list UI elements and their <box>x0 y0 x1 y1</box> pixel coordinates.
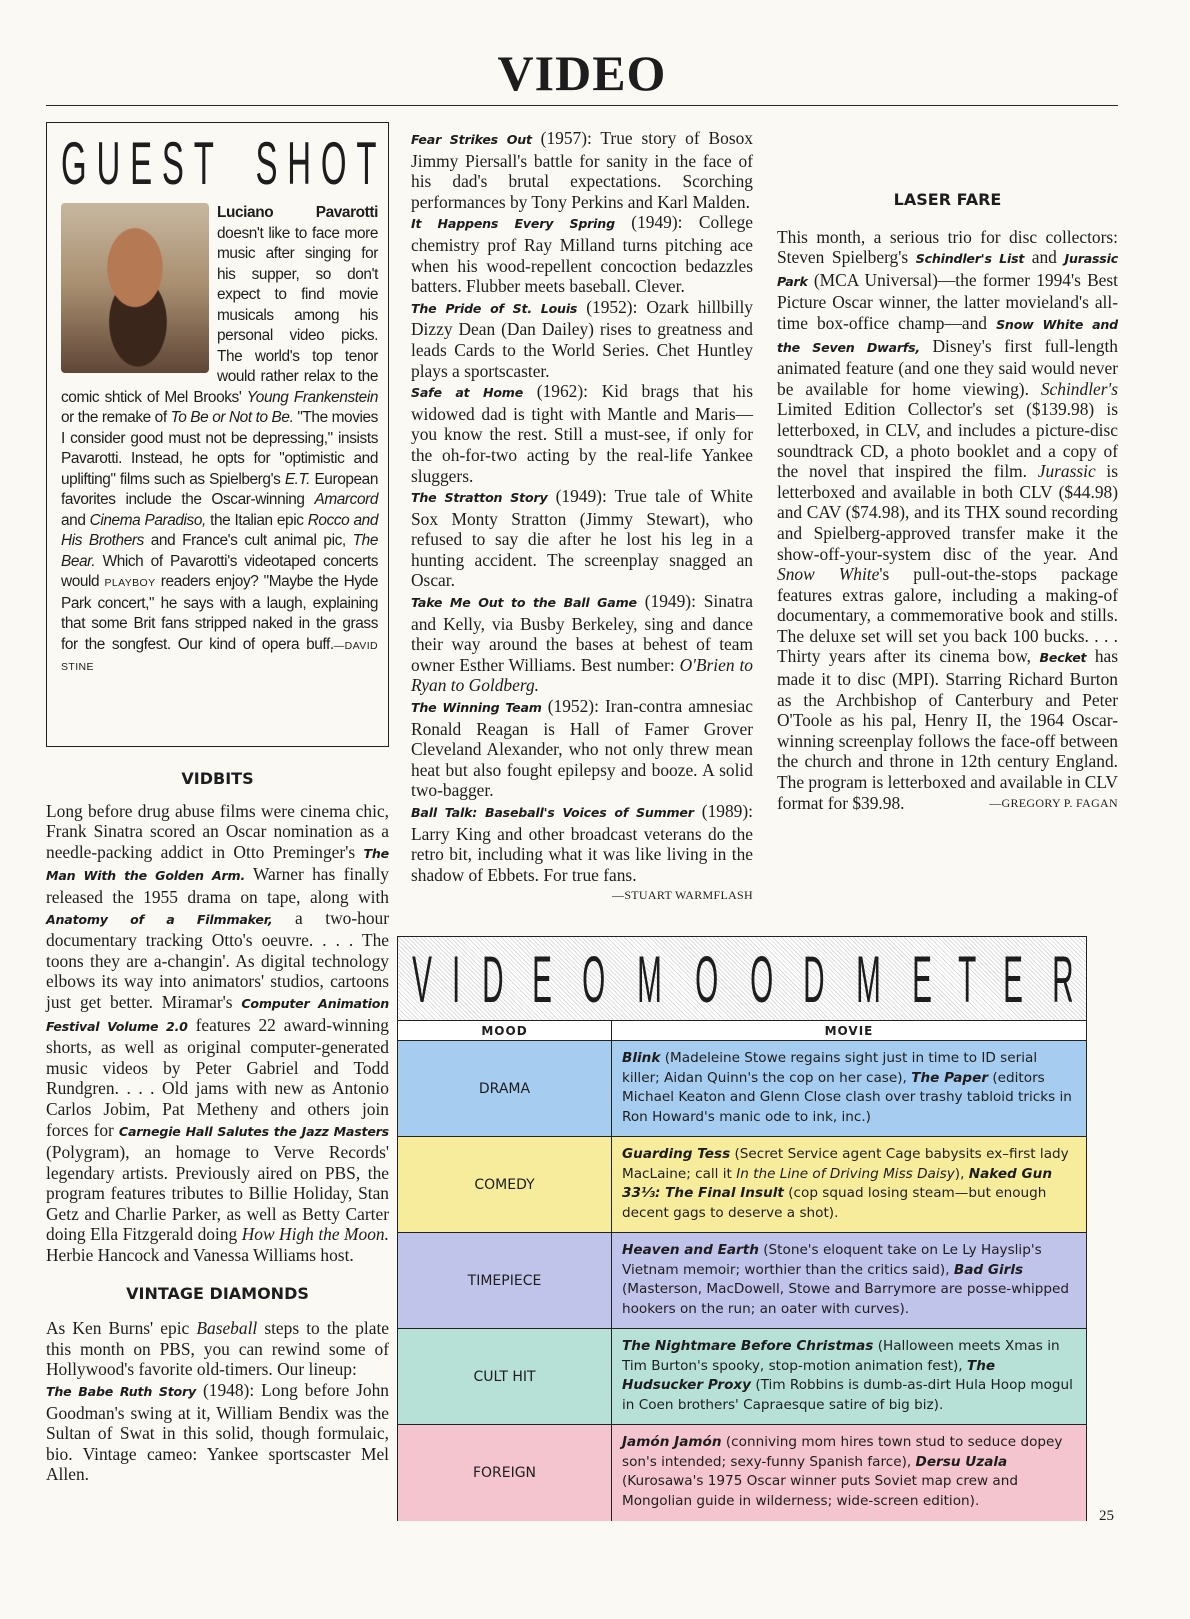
vintage-entry: Fear Strikes Out (1957): True story of Bosox Jimmy Piersall's battle for sanity in the face of his dad's brutal expectations. Scorching performances by Tony Perkins and Karl Malden. <box>411 128 753 212</box>
vintage-heading: VINTAGE DIAMONDS <box>126 1283 309 1303</box>
guest-shot-box <box>46 122 389 747</box>
mood-meter-title: V I D E O M O O D M E T E R <box>398 937 1086 1021</box>
mood-row <box>398 1137 1086 1233</box>
mood-meter-header <box>398 1021 1086 1041</box>
mood-movies: Blink (Madeleine Stowe regains sight just in time to ID serial killer; Aidan Quinn's the cop on her case), The Paper (editors Michael Keaton and Glenn Close clash over trashy tabloid tricks in Ron Howard's manic ode to ink, inc.) <box>622 1050 1072 1125</box>
mood-row <box>398 1233 1086 1329</box>
mood-movies: Heaven and Earth (Stone's eloquent take on Le Ly Hayslip's Vietnam memoir; worthier than the critics said), Bad Girls (Masterson, MacDowell, Stowe and Barrymore are posse-whipped hookers on the run; an oater with curves). <box>622 1242 1069 1317</box>
vintage-entry: The Babe Ruth Story (1948): Long before John Goodman's swing at it, William Bendix was the Sultan of Swat in this solid, though formulaic, bio. Vintage cameo: Yankee sportscaster Mel Allen. <box>46 1380 389 1485</box>
vidbits-text: Long before drug abuse films were cinema chic, Frank Sinatra scored an Oscar nomination as a needle-packing addict in Otto Preminger's The Man With the Golden Arm. Warner has finally released the 1955 drama on tape, along with Anatomy of a Filmmaker, a two-hour documentary tracking Otto's oeuvre. . . . The toons they are a-changin'. As digital technology elbows its way into animators' studios, cartoons just get better. Miramar's Computer Animation Festival Volume 2.0 features 22 award-winning shorts, as well as original computer-generated music videos by Peter Gabriel and Todd Rundgren. . . . Old jams with new as Antonio Carlos Jobim, Pat Metheny and others join forces for Carnegie Hall Salutes the Jazz Masters (Polygram), an homage to Verve Records' legendary artists. Previously aired on PBS, the program features tributes to Billie Holiday, Stan Getz and Charlie Parker, as well as Betty Carter doing Ella Fitzgerald doing How High the Moon. Herbie Hancock and Vanessa Williams host. <box>46 800 390 1266</box>
vintage-intro: As Ken Burns' epic Baseball steps to the plate this month on PBS, you can rewind some of Hollywood's favorite old-timers. Our lineup: <box>46 1318 389 1380</box>
pavarotti-portrait <box>61 203 209 373</box>
mood-label: DRAMA <box>398 1041 612 1136</box>
vintage-entry: Safe at Home (1962): Kid brags that his widowed dad is tight with Mantle and Maris—you know the rest. Still a must-see, if only for the oh-for-two acting by the real-life Yankee sluggers. <box>411 381 753 486</box>
column-3 <box>777 190 1118 813</box>
mood-label: TIMEPIECE <box>398 1233 612 1328</box>
video-mood-meter <box>397 936 1087 1521</box>
laser-heading: LASER FARE <box>893 190 1002 209</box>
mood-row <box>398 1041 1086 1137</box>
column-2 <box>411 128 753 906</box>
masthead <box>46 40 1118 106</box>
guest-shot-byline: —DAVID STINE <box>61 639 378 673</box>
column-header-mood: MOOD <box>398 1021 612 1040</box>
vintage-entry: The Pride of St. Louis (1952): Ozark hillbilly Dizzy Dean (Dan Dailey) rises to greatness and leads Cards to the World Series. Chet Huntley plays a sportscaster. <box>411 296 753 381</box>
mood-movies: Guarding Tess (Secret Service agent Cage babysits ex–first lady MacLaine; call it In the Line of Driving Miss Daisy), Naked Gun 33⅓: The Final Insult (cop squad losing steam—but enough decent gags to deserve a shot). <box>622 1146 1069 1221</box>
mood-movies: Jamón Jamón (conniving mom hires town stud to seduce dopey son's intended; sexy-funny Spanish farce), Dersu Uzala (Kurosawa's 1975 Oscar winner puts Soviet map crew and Mongolian guide in wilderness; wide-screen edition). <box>622 1434 1063 1509</box>
guest-shot-title: G U E S T S H O T <box>61 130 377 197</box>
column-header-movie: MOVIE <box>824 1024 874 1038</box>
mood-row <box>398 1425 1086 1521</box>
mood-label: CULT HIT <box>398 1329 612 1424</box>
column-1 <box>46 122 389 1485</box>
page-number: 25 <box>1099 1508 1114 1524</box>
vintage-entry: The Winning Team (1952): Iran-contra amnesiac Ronald Reagan is Hall of Famer Grover Cleveland Alexander, who not only threw mean heat but also fought epilepsy and booze. A solid two-bagger. <box>411 696 753 801</box>
vintage-entry: The Stratton Story (1949): True tale of White Sox Monty Stratton (Jimmy Stewart), who refused to say die after he lost his leg in a hunting accident. The screenplay snagged an Oscar. <box>411 486 753 591</box>
mood-label: COMEDY <box>398 1137 612 1232</box>
mood-label: FOREIGN <box>398 1425 612 1521</box>
section-title: VIDEO <box>497 45 667 101</box>
vidbits-heading: VIDBITS <box>181 769 254 788</box>
vintage-byline: —STUART WARMFLASH <box>612 888 753 903</box>
laser-text: This month, a serious trio for disc collectors: Steven Spielberg's Schindler's List and Jurassic Park (MCA Universal)—the former 1994's Best Picture Oscar winner, the latter movieland's all-time box-office champ—and Snow White and the Seven Dwarfs, Disney's first full-length animated feature (and one they said would never be available for home viewing). Schindler's Limited Edition Collector's set ($139.98) is letterboxed, in CLV, and includes a picture-disc soundtrack CD, a photo booklet and a copy of the novel that inspired the film. Jurassic is letterboxed and available in both CLV ($44.98) and CAV ($74.98), and its THX sound recording and Spielberg-approved transfer make it the show-off-your-system disc of the year. And Snow White's pull-out-the-stops package features extras galore, including a making-of documentary, a commemorative book and stills. The deluxe set will set you back 100 bucks. . . . Thirty years after its cinema bow, Becket has made it to disc (MPI). Starring Richard Burton as the Archbishop of Canterbury and Peter O'Toole as his pal, Henry II, the 1964 Oscar-winning screenplay follows the face-off between the church and throne in 12th century England. The program is letterboxed and available in CLV format for $39.98. —GREGORY P. FAGAN <box>777 226 1118 813</box>
vintage-entry: Take Me Out to the Ball Game (1949): Sinatra and Kelly, via Busby Berkeley, sing and dance their way around the bases at behest of team owner Esther Williams. Best number: O'Brien to Ryan to Goldberg. <box>411 591 754 696</box>
laser-byline: —GREGORY P. FAGAN <box>989 795 1118 810</box>
vintage-entry: Ball Talk: Baseball's Voices of Summer (1989): Larry King and other broadcast veterans do the retro bit, including what it was like living in the shadow of Ebbets. For true fans. —STUART WARMFLASH <box>411 801 753 885</box>
vintage-entry: It Happens Every Spring (1949): College chemistry prof Ray Milland turns pitching ace when his wood-repellent concoction bedazzles batters. Flubber meets baseball. Clever. <box>411 212 753 297</box>
mood-row <box>398 1329 1086 1425</box>
guest-shot-text: Luciano Pavarotti doesn't like to face more music after singing for his supper, so don't expect to find movie musicals among his personal video picks. The world's top tenor would rather relax to the comic shtick of Mel Brooks' Young Frankenstein or the remake of To Be or Not to Be. "The movies I consider good must not be depressing," insists Pavarotti. Instead, he opts for "optimistic and uplifting" films such as Spielberg's E.T. European favorites include the Oscar-winning Amarcord and Cinema Paradiso, the Italian epic Rocco and His Brothers and France's cult animal pic, The Bear. Which of Pavarotti's videotaped concerts would PLAYBOY readers enjoy? "Maybe the Hyde Park concert," he says with a laugh, explaining that some Brit fans stripped naked in the grass for the songfest. Our kind of opera buff.—DAVID STINE <box>61 204 378 673</box>
mood-movies: The Nightmare Before Christmas (Halloween meets Xmas in Tim Burton's spooky, stop-motion animation fest), The Hudsucker Proxy (Tim Robbins is dumb-as-dirt Hula Hoop mogul in Coen brothers' Capraesque satire of big biz). <box>622 1338 1073 1413</box>
